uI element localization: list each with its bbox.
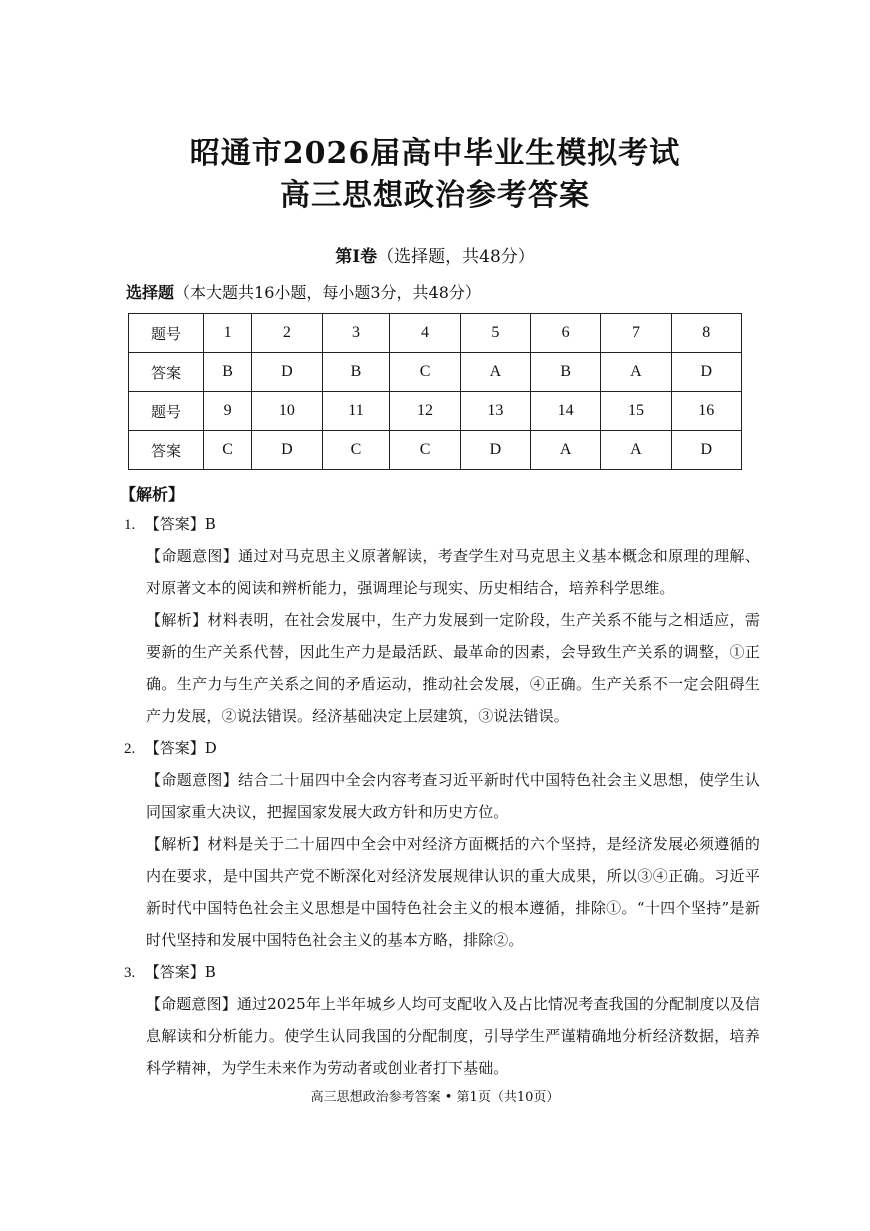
item-number: 3. xyxy=(124,965,136,981)
item-1-intent: 【命题意图】通过对马克思主义原著解读，考查学生对马克思主义基本概念和原理的理解、对原著文本的阅读和辨析能力，强调理论与现实、历史相结合，培养科学思维。 xyxy=(146,547,760,597)
table-cell: 题号 xyxy=(129,392,204,431)
page-footer: 高三思想政治参考答案 • 第1页（共10页） xyxy=(310,1090,560,1105)
table-cell: 15 xyxy=(601,392,671,431)
table-cell: 16 xyxy=(671,392,741,431)
item-number: 2. xyxy=(124,741,136,757)
table-cell: 6 xyxy=(531,314,601,353)
table-cell: B xyxy=(204,353,252,392)
section-heading-rest: （选择题，共48分） xyxy=(377,247,535,267)
table-cell: A xyxy=(601,353,671,392)
table-cell: D xyxy=(460,431,530,470)
table-cell: D xyxy=(671,353,741,392)
item-3-intent: 【命题意图】通过2025年上半年城乡人均可支配收入及占比情况考查我国的分配制度以及信息解读和分析能力。使学生认同我国的分配制度，引导学生严谨精确地分析经济数据，培养科学精神，为学生未来作为劳动者或创业者打下基础。 xyxy=(146,995,760,1077)
item-2-answer xyxy=(124,732,764,765)
table-cell: 5 xyxy=(460,314,530,353)
section-heading-bold: 第Ⅰ卷 xyxy=(335,247,378,267)
table-cell: B xyxy=(531,353,601,392)
table-cell: D xyxy=(252,431,322,470)
item-1-analysis: 【解析】材料表明，在社会发展中，生产力发展到一定阶段，生产关系不能与之相适应，需要新的生产关系代替，因此生产力是最活跃、最革命的因素，会导致生产关系的调整，①正确。生产力与生产关系之间的矛盾运动，推动社会发展，④正确。生产关系不一定会阻碍生产力发展，②说法错误。经济基础决定上层建筑，③说法错误。 xyxy=(146,611,760,725)
table-row xyxy=(129,392,742,431)
table-row xyxy=(129,314,742,353)
table-cell: 7 xyxy=(601,314,671,353)
table-cell: B xyxy=(322,353,390,392)
item-1-answer xyxy=(124,508,764,541)
item-3-answer xyxy=(124,956,764,989)
item-2-intent: 【命题意图】结合二十届四中全会内容考查习近平新时代中国特色社会主义思想，使学生认同国家重大决议，把握国家发展大政方针和历史方位。 xyxy=(146,771,760,821)
table-cell: 10 xyxy=(252,392,322,431)
table-cell: 3 xyxy=(322,314,390,353)
table-cell: A xyxy=(531,431,601,470)
table-cell: A xyxy=(601,431,671,470)
table-cell: 12 xyxy=(390,392,460,431)
answer-label: 【答案】B xyxy=(144,963,216,981)
table-row xyxy=(129,353,742,392)
answer-label: 【答案】B xyxy=(144,515,216,533)
item-2-analysis: 【解析】材料是关于二十届四中全会中对经济方面概括的六个坚持，是经济发展必须遵循的内在要求，是中国共产党不断深化对经济发展规律认识的重大成果，所以③④正确。习近平新时代中国特色社会主义思想是中国特色社会主义的根本遵循，排除①。“十四个坚持”是新时代坚持和发展中国特色社会主义的基本方略，排除②。 xyxy=(146,835,760,949)
analysis-heading: 【解析】 xyxy=(120,485,185,504)
mcq-intro-bold: 选择题 xyxy=(126,283,175,302)
table-cell: 答案 xyxy=(129,431,204,470)
table-cell: 13 xyxy=(460,392,530,431)
document-title: 昭通市2026届高中毕业生模拟考试 xyxy=(189,136,681,171)
table-cell: C xyxy=(204,431,252,470)
table-cell: D xyxy=(252,353,322,392)
table-row xyxy=(129,431,742,470)
table-cell: C xyxy=(390,431,460,470)
table-cell: 4 xyxy=(390,314,460,353)
mcq-intro-rest: （本大题共16小题，每小题3分，共48分） xyxy=(174,283,481,302)
section-heading xyxy=(0,242,870,267)
table-cell: A xyxy=(460,353,530,392)
table-cell: 题号 xyxy=(129,314,204,353)
table-cell: 1 xyxy=(204,314,252,353)
item-number: 1. xyxy=(124,517,136,533)
table-cell: C xyxy=(390,353,460,392)
table-cell: D xyxy=(671,431,741,470)
document-subtitle: 高三思想政治参考答案 xyxy=(280,178,590,213)
table-cell: 答案 xyxy=(129,353,204,392)
table-cell: 2 xyxy=(252,314,322,353)
table-cell: 8 xyxy=(671,314,741,353)
table-cell: 11 xyxy=(322,392,390,431)
table-cell: 9 xyxy=(204,392,252,431)
table-cell: 14 xyxy=(531,392,601,431)
answer-label: 【答案】D xyxy=(144,739,217,757)
answer-table xyxy=(128,313,742,470)
table-cell: C xyxy=(322,431,390,470)
mcq-intro xyxy=(126,280,481,303)
